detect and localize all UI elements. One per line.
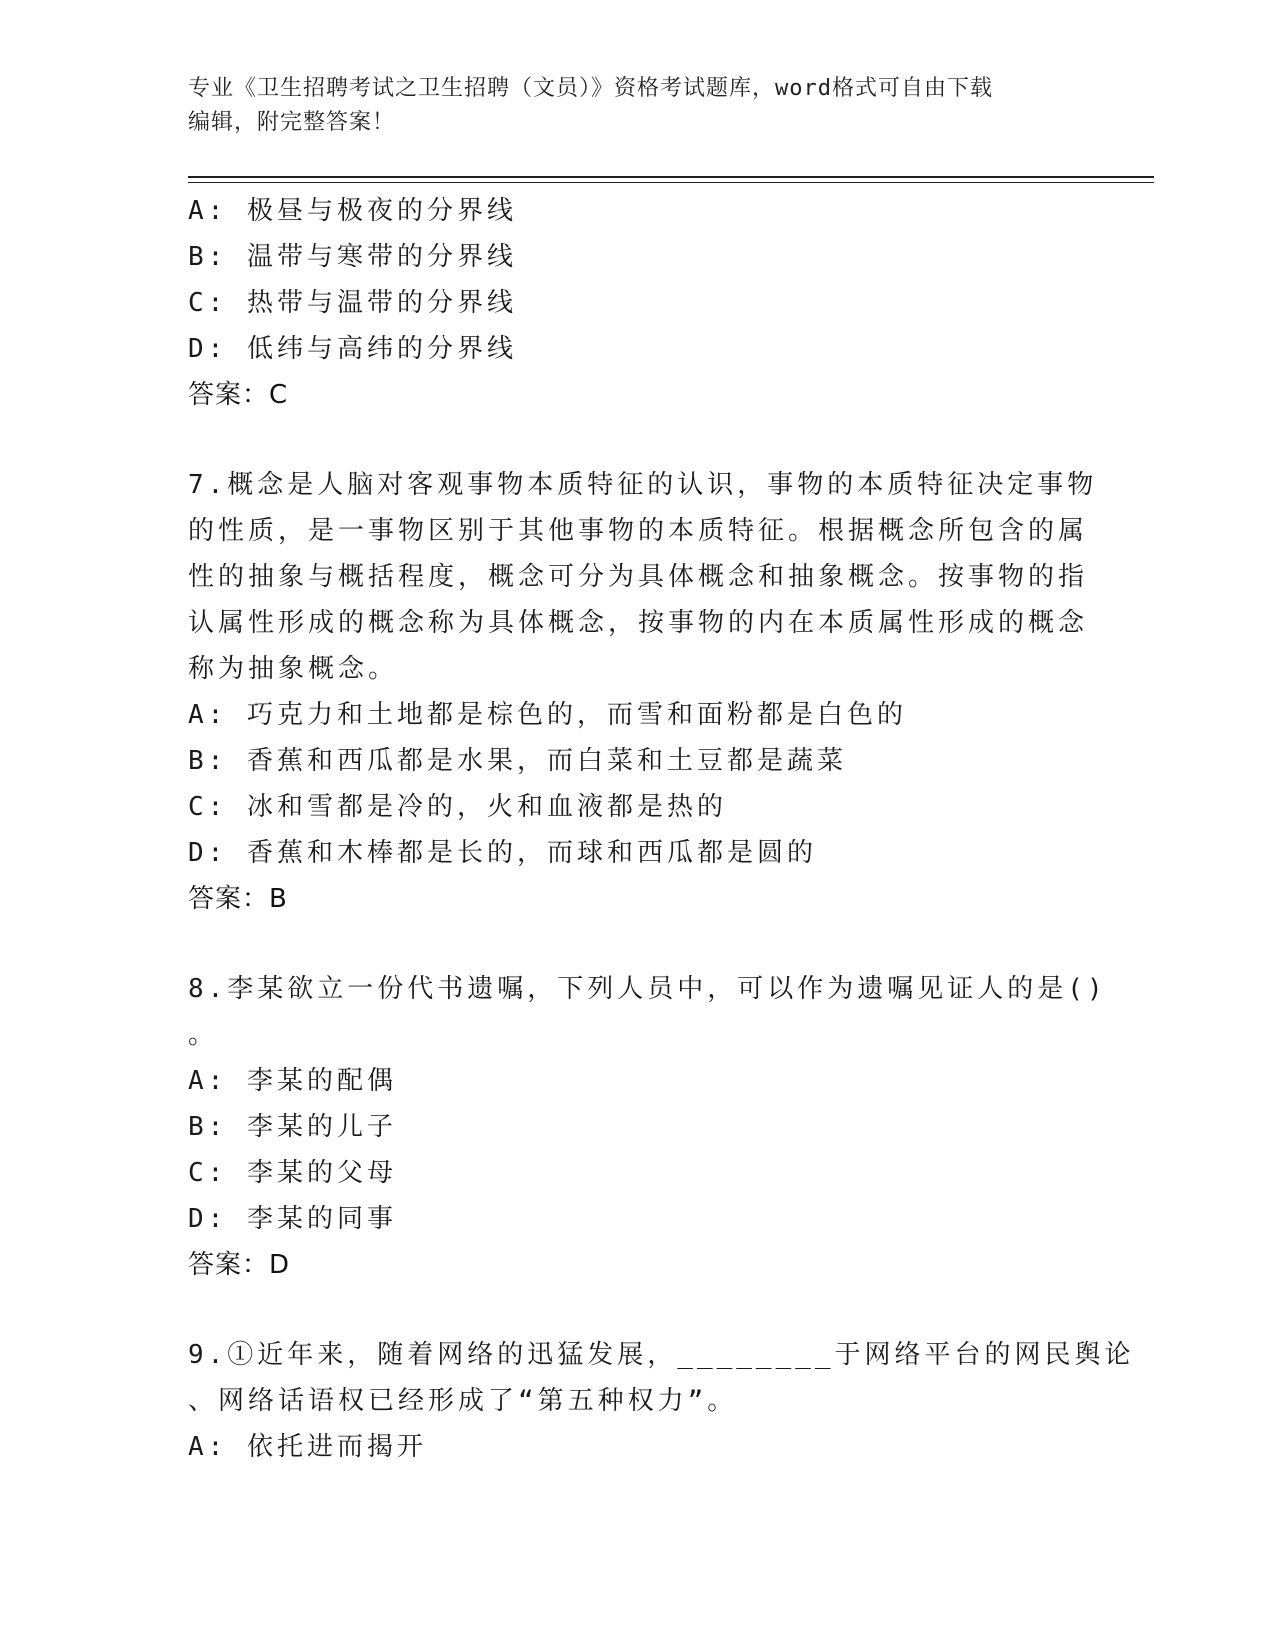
answer: 答案：D — [188, 1250, 291, 1280]
question-stem-line: 性的抽象与概括程度，概念可分为具体概念和抽象概念。按事物的指 — [188, 562, 1089, 592]
spacer — [188, 418, 1068, 462]
document-header — [188, 72, 1088, 140]
option-b: B: 香蕉和西瓜都是水果，而白菜和土豆都是蔬菜 — [188, 746, 847, 776]
option-a: A: 依托进而揭开 — [188, 1432, 427, 1462]
option-d: D: 香蕉和木棒都是长的，而球和西瓜都是圆的 — [188, 838, 817, 868]
option-c: C: 热带与温带的分界线 — [188, 288, 517, 318]
answer: 答案：C — [188, 380, 289, 410]
question-stem-line: 8.李某欲立一份代书遗嘱，下列人员中，可以作为遗嘱见证人的是() — [188, 974, 1107, 1004]
question-list — [188, 188, 1135, 1470]
question-7 — [188, 462, 1098, 922]
option-b: B: 温带与寒带的分界线 — [188, 242, 517, 272]
option-c: C: 冰和雪都是冷的，火和血液都是热的 — [188, 792, 727, 822]
header-line-2: 编辑，附完整答案！ — [188, 110, 396, 135]
header-line-1: 专业《卫生招聘考试之卫生招聘（文员）》资格考试题库，word格式可自由下载 — [188, 76, 993, 101]
answer: 答案：B — [188, 884, 288, 914]
option-a: A: 极昼与极夜的分界线 — [188, 196, 517, 226]
question-stem-line: 的性质，是一事物区别于其他事物的本质特征。根据概念所包含的属 — [188, 516, 1089, 546]
option-b: B: 李某的儿子 — [188, 1112, 397, 1142]
option-a: A: 巧克力和土地都是棕色的，而雪和面粉都是白色的 — [188, 700, 907, 730]
question-8 — [188, 966, 1107, 1288]
question-stem-line: 认属性形成的概念称为具体概念，按事物的内在本质属性形成的概念 — [188, 608, 1089, 638]
option-a: A: 李某的配偶 — [188, 1066, 397, 1096]
header-divider-thick — [188, 176, 1154, 178]
question-6 — [188, 188, 1068, 418]
question-stem-line: 7.概念是人脑对客观事物本质特征的认识，事物的本质特征决定事物 — [188, 470, 1098, 500]
question-stem-line: 9.①近年来，随着网络的迅猛发展，________于网络平台的网民舆论 — [188, 1340, 1135, 1370]
spacer — [188, 1288, 1068, 1332]
option-d: D: 李某的同事 — [188, 1204, 397, 1234]
question-stem-line: 称为抽象概念。 — [188, 654, 399, 684]
question-9 — [188, 1332, 1135, 1470]
header-divider-thin — [188, 182, 1154, 183]
spacer — [188, 922, 1068, 966]
question-stem-line: 。 — [188, 1020, 219, 1050]
option-c: C: 李某的父母 — [188, 1158, 397, 1188]
question-stem-line: 、网络话语权已经形成了“第五种权力”。 — [188, 1386, 738, 1416]
option-d: D: 低纬与高纬的分界线 — [188, 334, 517, 364]
